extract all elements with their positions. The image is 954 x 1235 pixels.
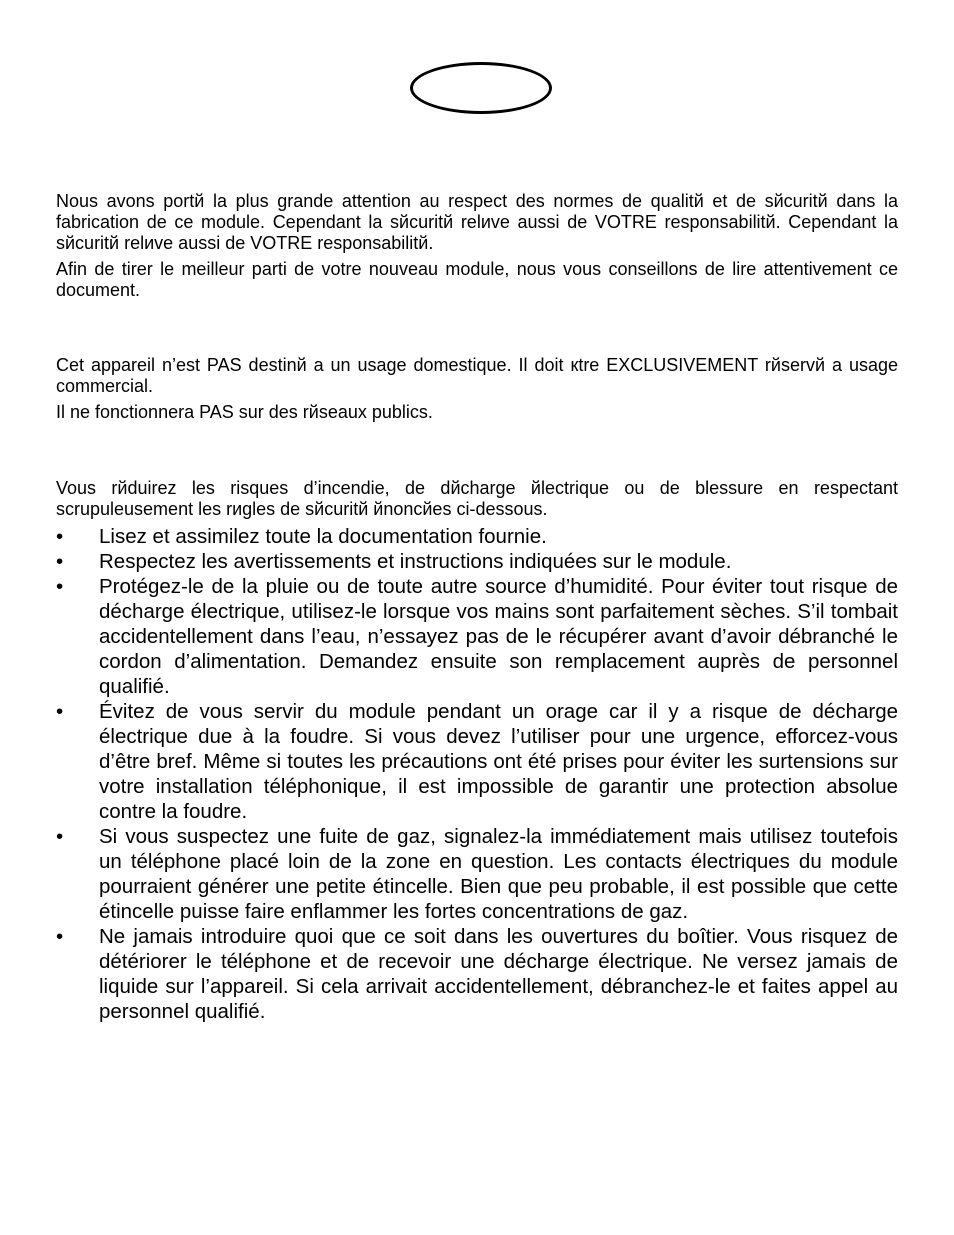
intro-paragraph-advice: Afin de tirer le meilleur parti de votre nouveau module, nous vous conseillons de lire attentivement ce document. [56, 259, 898, 300]
intro-section [56, 191, 898, 301]
list-item-text: Évitez de vous servir du module pendant un orage car il y a risque de décharge électrique due à la foudre. Si vous devez l’utiliser pour une urgence, efforcez-vous d’être bref. Même si toutes les précautions ont été prises pour éviter les surtensions sur votre installation téléphonique, il est impossible de garantir une protection absolue contre la foudre. [99, 700, 898, 823]
list-item [56, 549, 898, 574]
bullet-icon: • [56, 925, 64, 948]
list-item [56, 524, 898, 549]
intro-paragraph-quality: Nous avons portй la plus grande attention au respect des normes de qualitй et de sйcuritй dans la fabrication de ce module. Cependant la sйcuritй relиve aussi de VOTRE responsabilitй. Cependant la sйcuritй relиve aussi de VOTRE responsabilitй. [56, 191, 898, 253]
safety-section [56, 478, 898, 1024]
list-item-text: Lisez et assimilez toute la documentation fournie. [99, 525, 547, 548]
oval-logo-shape [410, 62, 552, 114]
list-item [56, 924, 898, 1024]
bullet-icon: • [56, 525, 64, 548]
bullet-icon: • [56, 575, 64, 598]
list-item-text: Ne jamais introduire quoi que ce soit dans les ouvertures du boîtier. Vous risquez de détériorer le téléphone et de recevoir une décharge électrique. Ne versez jamais de liquide sur l’appareil. Si cela arrivait accidentellement, débranchez-le et faites appel au personnel qualifié. [99, 925, 898, 1023]
bullet-icon: • [56, 550, 64, 573]
bullet-icon: • [56, 700, 64, 723]
safety-intro-paragraph: Vous rйduirez les risques d’incendie, de dйcharge йlectrique ou de blessure en respectant scrupuleusement les rиgles de sйcuritй йnoncйes ci-dessous. [56, 478, 898, 519]
list-item-text: Respectez les avertissements et instructions indiquées sur le module. [99, 550, 732, 573]
list-item-text: Si vous suspectez une fuite de gaz, signalez-la immédiatement mais utilisez toutefois un téléphone placé loin de la zone en question. Les contacts électriques du module pourraient générer une petite étincelle. Bien que peu probable, il est possible que cette étincelle puisse faire enflammer les fortes concentrations de gaz. [99, 825, 898, 923]
usage-paragraph-networks: Il ne fonctionnera PAS sur des rйseaux publics. [56, 402, 433, 422]
list-item [56, 824, 898, 924]
safety-instructions-list [56, 524, 898, 1024]
usage-section [56, 355, 898, 423]
list-item [56, 699, 898, 824]
list-item [56, 574, 898, 699]
bullet-icon: • [56, 825, 64, 848]
list-item-text: Protégez-le de la pluie ou de toute autre source d’humidité. Pour éviter tout risque de décharge électrique, utilisez-le lorsque vos mains sont parfaitement sèches. S’il tombait accidentellement dans l’eau, n’essayez pas de le récupérer avant d’avoir débranché le cordon d’alimentation. Demandez ensuite son remplacement auprès de personnel qualifié. [99, 575, 898, 698]
usage-paragraph-commercial: Cet appareil n’est PAS destinй a un usage domestique. Il doit кtre EXCLUSIVEMENT rйservй a usage commercial. [56, 355, 898, 396]
